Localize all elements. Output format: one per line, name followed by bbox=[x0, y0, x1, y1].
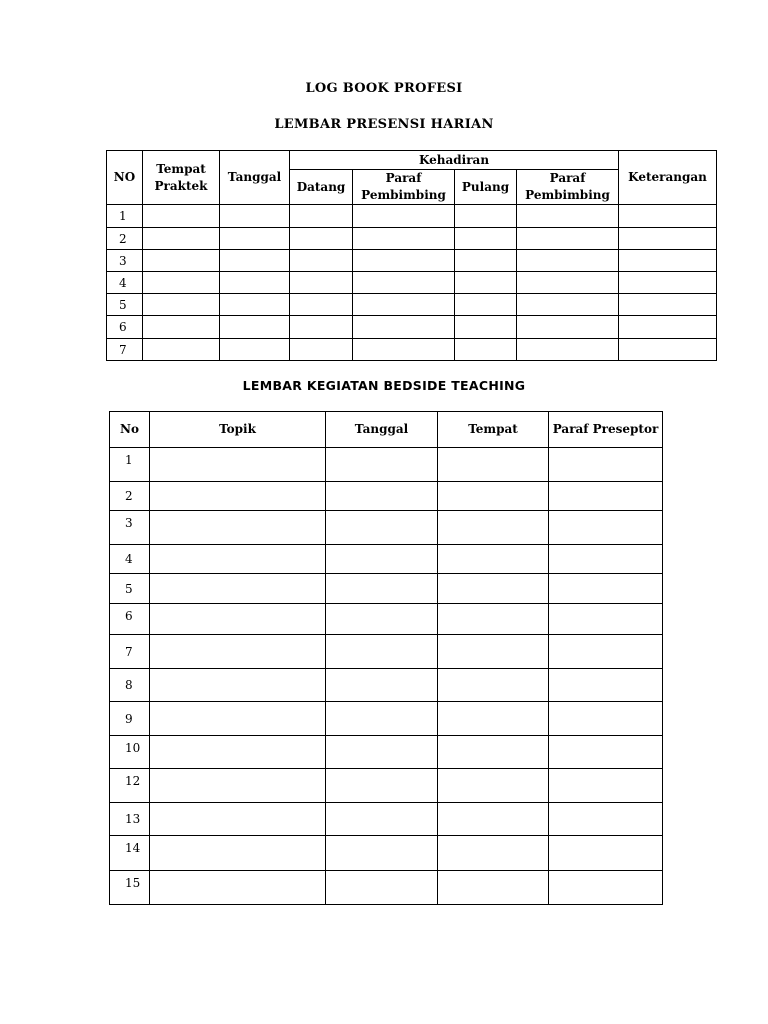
table-cell[interactable] bbox=[143, 205, 220, 228]
table-cell[interactable] bbox=[143, 316, 220, 339]
row-number: 5 bbox=[107, 294, 143, 316]
header-no: No bbox=[110, 412, 150, 448]
table-cell[interactable] bbox=[353, 316, 455, 339]
header-paraf-preseptor: Paraf Preseptor bbox=[549, 412, 663, 448]
table-cell[interactable] bbox=[455, 294, 517, 316]
table-cell[interactable] bbox=[220, 228, 290, 250]
table-cell[interactable] bbox=[290, 294, 353, 316]
header-tempat-praktek: Tempat Praktek bbox=[143, 151, 220, 205]
row-number: 12 bbox=[110, 769, 150, 803]
table-row bbox=[107, 272, 717, 294]
table-cell[interactable] bbox=[220, 250, 290, 272]
header-pulang: Pulang bbox=[455, 170, 517, 205]
table-cell[interactable] bbox=[326, 669, 438, 702]
table-row bbox=[107, 250, 717, 272]
header-keterangan: Keterangan bbox=[619, 151, 717, 205]
table-cell[interactable] bbox=[438, 635, 549, 669]
table-cell[interactable] bbox=[438, 669, 549, 702]
table-cell[interactable] bbox=[290, 339, 353, 361]
table-cell[interactable] bbox=[517, 272, 619, 294]
table-cell[interactable] bbox=[150, 669, 326, 702]
table-cell[interactable] bbox=[619, 316, 717, 339]
header-tanggal: Tanggal bbox=[220, 151, 290, 205]
table-row bbox=[110, 803, 663, 836]
table-cell[interactable] bbox=[438, 871, 549, 905]
table-cell[interactable] bbox=[150, 871, 326, 905]
table-row bbox=[107, 294, 717, 316]
table-cell[interactable] bbox=[455, 228, 517, 250]
table-cell[interactable] bbox=[326, 702, 438, 736]
table-cell[interactable] bbox=[549, 736, 663, 769]
row-number: 7 bbox=[107, 339, 143, 361]
table-cell[interactable] bbox=[549, 511, 663, 545]
table-cell[interactable] bbox=[438, 574, 549, 604]
table-cell[interactable] bbox=[438, 482, 549, 511]
table-row bbox=[110, 482, 663, 511]
row-number: 2 bbox=[110, 482, 150, 511]
row-number: 14 bbox=[110, 836, 150, 871]
row-number: 4 bbox=[110, 545, 150, 574]
table-row bbox=[110, 604, 663, 635]
table-cell[interactable] bbox=[455, 205, 517, 228]
table-cell[interactable] bbox=[517, 228, 619, 250]
table-cell[interactable] bbox=[326, 511, 438, 545]
table-cell[interactable] bbox=[619, 228, 717, 250]
table-row bbox=[110, 871, 663, 905]
table-cell[interactable] bbox=[455, 250, 517, 272]
table-cell[interactable] bbox=[290, 228, 353, 250]
table-cell[interactable] bbox=[619, 339, 717, 361]
table-row bbox=[110, 702, 663, 736]
row-number: 3 bbox=[107, 250, 143, 272]
table-cell[interactable] bbox=[143, 294, 220, 316]
table-cell[interactable] bbox=[150, 482, 326, 511]
table-cell[interactable] bbox=[326, 604, 438, 635]
table-row bbox=[107, 316, 717, 339]
row-number: 5 bbox=[110, 574, 150, 604]
table-cell[interactable] bbox=[619, 272, 717, 294]
row-number: 4 bbox=[107, 272, 143, 294]
table-cell[interactable] bbox=[220, 339, 290, 361]
table-cell[interactable] bbox=[290, 272, 353, 294]
table-cell[interactable] bbox=[143, 228, 220, 250]
table-cell[interactable] bbox=[455, 316, 517, 339]
row-number: 13 bbox=[110, 803, 150, 836]
table-cell[interactable] bbox=[326, 574, 438, 604]
row-number: 2 bbox=[107, 228, 143, 250]
row-number: 10 bbox=[110, 736, 150, 769]
table-cell[interactable] bbox=[455, 339, 517, 361]
table-cell[interactable] bbox=[150, 604, 326, 635]
table-cell[interactable] bbox=[326, 545, 438, 574]
table-cell[interactable] bbox=[438, 736, 549, 769]
row-number: 8 bbox=[110, 669, 150, 702]
header-paraf-pembimbing-datang: Paraf Pembimbing bbox=[353, 170, 455, 205]
table-cell[interactable] bbox=[549, 545, 663, 574]
row-number: 9 bbox=[110, 702, 150, 736]
table-cell[interactable] bbox=[326, 871, 438, 905]
table-cell[interactable] bbox=[290, 205, 353, 228]
table-cell[interactable] bbox=[150, 769, 326, 803]
table-cell[interactable] bbox=[517, 250, 619, 272]
table-cell[interactable] bbox=[455, 272, 517, 294]
row-number: 3 bbox=[110, 511, 150, 545]
bedside-section-title: LEMBAR KEGIATAN BEDSIDE TEACHING bbox=[242, 378, 526, 393]
table-row bbox=[110, 448, 663, 482]
table-cell[interactable] bbox=[438, 769, 549, 803]
table-cell[interactable] bbox=[353, 339, 455, 361]
table-row bbox=[110, 736, 663, 769]
table-row bbox=[110, 669, 663, 702]
table-cell[interactable] bbox=[353, 205, 455, 228]
table-cell[interactable] bbox=[326, 635, 438, 669]
table-cell[interactable] bbox=[143, 250, 220, 272]
table-cell[interactable] bbox=[549, 482, 663, 511]
table-cell[interactable] bbox=[619, 205, 717, 228]
table-row bbox=[110, 836, 663, 871]
row-number: 6 bbox=[107, 316, 143, 339]
table-cell[interactable] bbox=[549, 604, 663, 635]
table-cell[interactable] bbox=[517, 294, 619, 316]
table-cell[interactable] bbox=[290, 250, 353, 272]
table-cell[interactable] bbox=[549, 702, 663, 736]
table-cell[interactable] bbox=[143, 272, 220, 294]
table-cell[interactable] bbox=[220, 272, 290, 294]
row-number: 15 bbox=[110, 871, 150, 905]
row-number: 1 bbox=[110, 448, 150, 482]
table-cell[interactable] bbox=[353, 250, 455, 272]
header-datang: Datang bbox=[290, 170, 353, 205]
attendance-section-title: LEMBAR PRESENSI HARIAN bbox=[274, 117, 494, 132]
table-cell[interactable] bbox=[438, 836, 549, 871]
table-cell[interactable] bbox=[150, 836, 326, 871]
table-cell[interactable] bbox=[353, 272, 455, 294]
table-cell[interactable] bbox=[150, 635, 326, 669]
table-row bbox=[110, 635, 663, 669]
table-cell[interactable] bbox=[549, 871, 663, 905]
table-cell[interactable] bbox=[150, 736, 326, 769]
bedside-table bbox=[109, 411, 663, 905]
row-number: 6 bbox=[110, 604, 150, 635]
table-cell[interactable] bbox=[326, 482, 438, 511]
table-cell[interactable] bbox=[143, 339, 220, 361]
table-cell[interactable] bbox=[549, 448, 663, 482]
attendance-table bbox=[106, 150, 717, 361]
table-cell[interactable] bbox=[619, 250, 717, 272]
table-cell[interactable] bbox=[619, 294, 717, 316]
table-cell[interactable] bbox=[150, 803, 326, 836]
table-cell[interactable] bbox=[220, 205, 290, 228]
table-cell[interactable] bbox=[326, 803, 438, 836]
table-cell[interactable] bbox=[290, 316, 353, 339]
header-kehadiran: Kehadiran bbox=[290, 151, 619, 170]
table-cell[interactable] bbox=[220, 316, 290, 339]
table-cell[interactable] bbox=[326, 448, 438, 482]
table-cell[interactable] bbox=[150, 702, 326, 736]
table-cell[interactable] bbox=[549, 836, 663, 871]
table-row bbox=[110, 574, 663, 604]
header-tanggal: Tanggal bbox=[326, 412, 438, 448]
table-cell[interactable] bbox=[150, 574, 326, 604]
table-cell[interactable] bbox=[353, 294, 455, 316]
header-tempat: Tempat bbox=[438, 412, 549, 448]
table-cell[interactable] bbox=[326, 836, 438, 871]
header-topik: Topik bbox=[150, 412, 326, 448]
table-cell[interactable] bbox=[549, 574, 663, 604]
table-cell[interactable] bbox=[150, 448, 326, 482]
table-row bbox=[110, 769, 663, 803]
table-cell[interactable] bbox=[438, 545, 549, 574]
table-row bbox=[110, 511, 663, 545]
table-cell[interactable] bbox=[549, 635, 663, 669]
table-cell[interactable] bbox=[438, 448, 549, 482]
table-cell[interactable] bbox=[150, 545, 326, 574]
table-cell[interactable] bbox=[353, 228, 455, 250]
document-title: LOG BOOK PROFESI bbox=[305, 81, 463, 96]
table-cell[interactable] bbox=[326, 736, 438, 769]
table-row bbox=[107, 228, 717, 250]
row-number: 1 bbox=[107, 205, 143, 228]
table-cell[interactable] bbox=[549, 769, 663, 803]
header-no: NO bbox=[107, 151, 143, 205]
table-cell[interactable] bbox=[549, 669, 663, 702]
table-cell[interactable] bbox=[517, 339, 619, 361]
table-cell[interactable] bbox=[517, 316, 619, 339]
table-cell[interactable] bbox=[150, 511, 326, 545]
table-row bbox=[107, 339, 717, 361]
table-cell[interactable] bbox=[220, 294, 290, 316]
table-cell[interactable] bbox=[549, 803, 663, 836]
table-cell[interactable] bbox=[438, 604, 549, 635]
table-cell[interactable] bbox=[517, 205, 619, 228]
row-number: 7 bbox=[110, 635, 150, 669]
table-cell[interactable] bbox=[438, 511, 549, 545]
table-row bbox=[107, 205, 717, 228]
header-paraf-pembimbing-pulang: Paraf Pembimbing bbox=[517, 170, 619, 205]
table-row bbox=[110, 545, 663, 574]
table-cell[interactable] bbox=[438, 702, 549, 736]
table-cell[interactable] bbox=[326, 769, 438, 803]
table-cell[interactable] bbox=[438, 803, 549, 836]
